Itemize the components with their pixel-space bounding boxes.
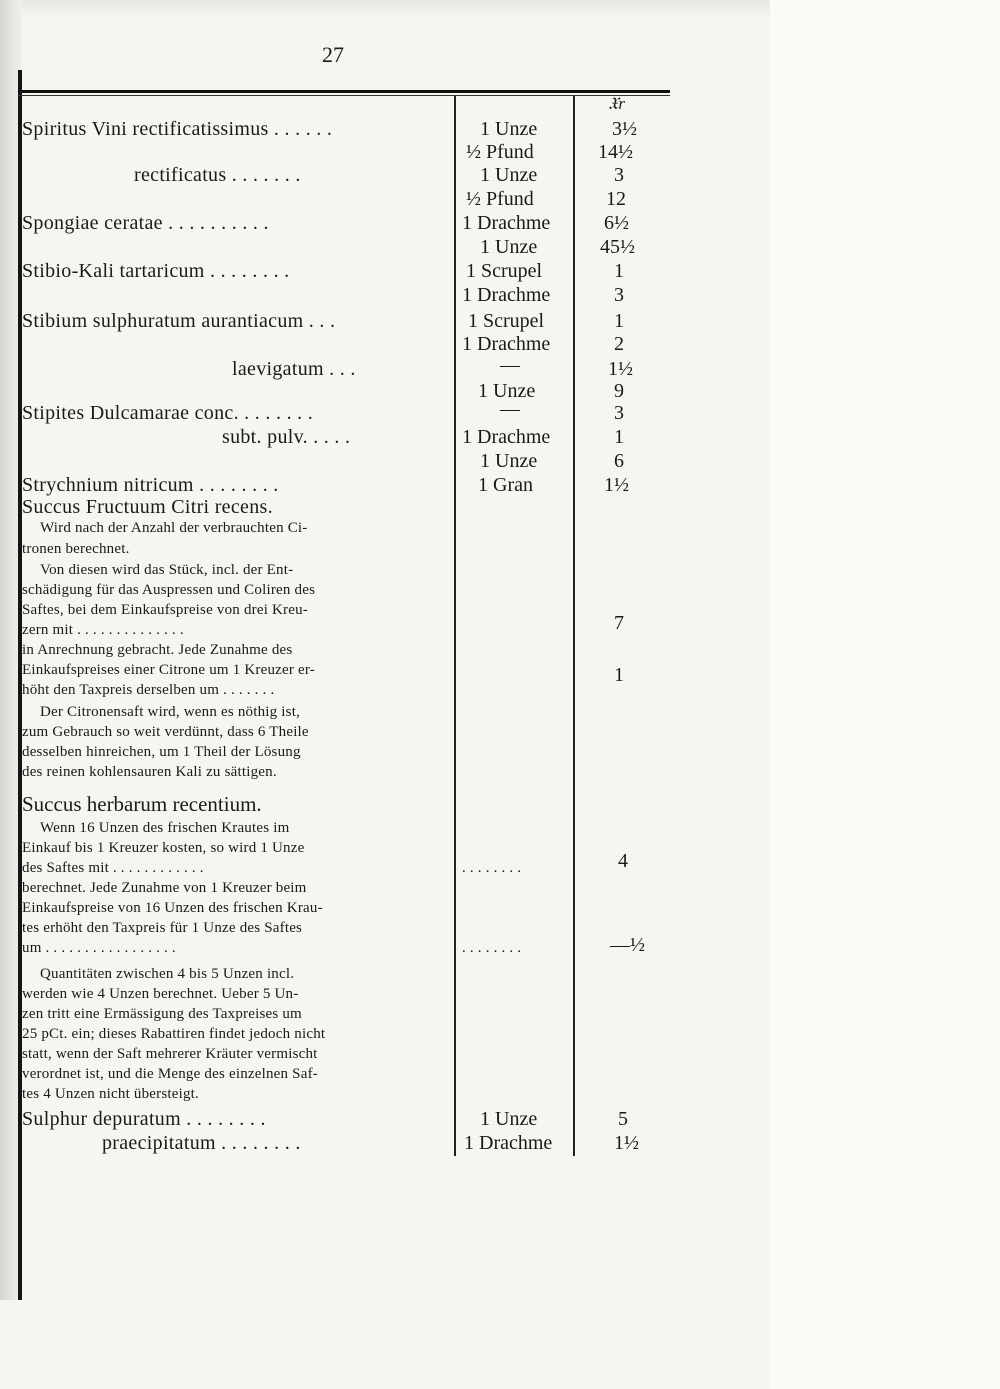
note-line: tronen berechnet. (22, 541, 130, 557)
note-line: berechnet. Jede Zunahme von 1 Kreuzer beim (22, 880, 307, 896)
note-line: Wird nach der Anzahl der verbrauchten Ci- (40, 520, 308, 536)
note-line: um . . . . . . . . . . . . . . . . . (22, 940, 176, 956)
entry-label: Strychnium nitricum . . . . . . . . (22, 474, 279, 496)
entry-price: 3 (614, 284, 624, 306)
entry-unit: 1 Gran (478, 474, 533, 496)
entry-unit: 1 Unze (480, 450, 538, 472)
note-line: desselben hinreichen, um 1 Theil der Lösung (22, 744, 301, 760)
entry-label: laevigatum . . . (232, 358, 356, 380)
entry-unit: 1 Scrupel (468, 310, 545, 332)
entry-label: Spongiae ceratae . . . . . . . . . . (22, 212, 269, 234)
note-price: 4 (618, 850, 628, 872)
entry-label: Stipites Dulcamarae conc. . . . . . . . (22, 402, 314, 424)
note-line: statt, wenn der Saft mehrerer Kräuter vermischt (22, 1046, 318, 1062)
entry-unit: ½ Pfund (466, 188, 534, 210)
unit-column-divider (454, 96, 456, 1156)
entry-label: Stibio-Kali tartaricum . . . . . . . . (22, 260, 290, 282)
note-price: 7 (614, 612, 624, 634)
price-column-divider (573, 96, 575, 1156)
entry-price: 1½ (604, 474, 629, 496)
entry-unit: — (500, 398, 520, 420)
entry-label: subt. pulv. . . . . (222, 426, 351, 448)
entry-price: 6½ (604, 212, 629, 234)
entry-price: 3 (614, 164, 624, 186)
note-line: Der Citronensaft wird, wenn es nöthig ist, (40, 704, 301, 720)
note-price: 1 (614, 664, 624, 686)
entry-price: 1½ (608, 358, 633, 380)
entry-unit: 1 Unze (480, 164, 538, 186)
entry-label: praecipitatum . . . . . . . . (102, 1132, 301, 1154)
entry-price: 3 (614, 402, 624, 424)
entry-price: 14½ (598, 141, 633, 163)
entry-price: 12 (606, 188, 626, 210)
section-heading: Succus herbarum recentium. (22, 792, 262, 816)
header-rule (18, 90, 670, 93)
note-line: zen tritt eine Ermässigung des Taxpreises um (22, 1006, 302, 1022)
note-line: verordnet ist, und die Menge des einzelnen Saf- (22, 1066, 318, 1082)
note-line: Saftes, bei dem Einkaufspreise von drei Kreu- (22, 602, 308, 618)
note-line: tes erhöht den Taxpreis für 1 Unze des Saftes (22, 920, 303, 936)
entry-unit: 1 Unze (478, 380, 536, 402)
note-line: werden wie 4 Unzen berechnet. Ueber 5 Un- (22, 986, 299, 1002)
note-line: in Anrechnung gebracht. Jede Zunahme des (22, 642, 293, 658)
entry-price: 1 (614, 260, 624, 282)
entry-label: Succus Fructuum Citri recens. (22, 496, 273, 518)
entry-unit: 1 Drachme (462, 284, 551, 306)
entry-unit: 1 Drachme (464, 1132, 553, 1154)
entry-unit: 1 Scrupel (466, 260, 543, 282)
entry-label: Sulphur depuratum . . . . . . . . (22, 1108, 266, 1130)
note-dots: . . . . . . . . (462, 940, 522, 956)
note-price: —½ (610, 934, 645, 956)
entry-price: 45½ (600, 236, 635, 258)
page-number: 27 (322, 42, 344, 67)
note-line: Von diesen wird das Stück, incl. der Ent- (40, 562, 294, 578)
entry-unit: 1 Unze (480, 118, 538, 140)
entry-unit: 1 Drachme (462, 426, 551, 448)
note-line: Wenn 16 Unzen des frischen Krautes im (40, 820, 290, 836)
scan-margin-right (770, 0, 1000, 1389)
entry-price: 5 (618, 1108, 628, 1130)
note-line: höht den Taxpreis derselben um . . . . . . . (22, 682, 275, 698)
note-line: 25 pCt. ein; dieses Rabattiren findet jedoch nicht (22, 1026, 326, 1042)
entry-price: 2 (614, 333, 624, 355)
entry-label: rectificatus . . . . . . . (134, 164, 301, 186)
entry-price: 3½ (612, 118, 637, 140)
entry-unit: 1 Unze (480, 1108, 538, 1130)
note-line: des Saftes mit . . . . . . . . . . . . (22, 860, 204, 876)
entry-unit: ½ Pfund (466, 141, 534, 163)
entry-unit: — (500, 354, 520, 376)
note-line: Einkaufspreise von 16 Unzen des frischen Krau- (22, 900, 323, 916)
note-line: zum Gebrauch so weit verdünnt, dass 6 Theile (22, 724, 309, 740)
entry-price: 6 (614, 450, 624, 472)
entry-unit: 1 Unze (480, 236, 538, 258)
entry-price: 9 (614, 380, 624, 402)
note-line: Einkauf bis 1 Kreuzer kosten, so wird 1 Unze (22, 840, 305, 856)
entry-price: 1½ (614, 1132, 639, 1154)
note-line: Einkaufspreises einer Citrone um 1 Kreuzer er- (22, 662, 315, 678)
note-line: tes 4 Unzen nicht übersteigt. (22, 1086, 200, 1102)
entry-unit: 1 Drachme (462, 333, 551, 355)
note-line: des reinen kohlensauren Kali zu sättigen. (22, 764, 277, 780)
entry-label: Spiritus Vini rectificatissimus . . . . . . (22, 118, 333, 140)
note-line: Quantitäten zwischen 4 bis 5 Unzen incl. (40, 966, 295, 982)
note-line: schädigung für das Auspressen und Coliren des (22, 582, 316, 598)
note-dots: . . . . . . . . (462, 860, 522, 876)
note-line: zern mit . . . . . . . . . . . . . . (22, 622, 184, 638)
entry-unit: 1 Drachme (462, 212, 551, 234)
entry-price: 1 (614, 310, 624, 332)
entry-label: Stibium sulphuratum aurantiacum . . . (22, 310, 336, 332)
currency-header: 𝔛r (608, 94, 626, 113)
entry-price: 1 (614, 426, 624, 448)
